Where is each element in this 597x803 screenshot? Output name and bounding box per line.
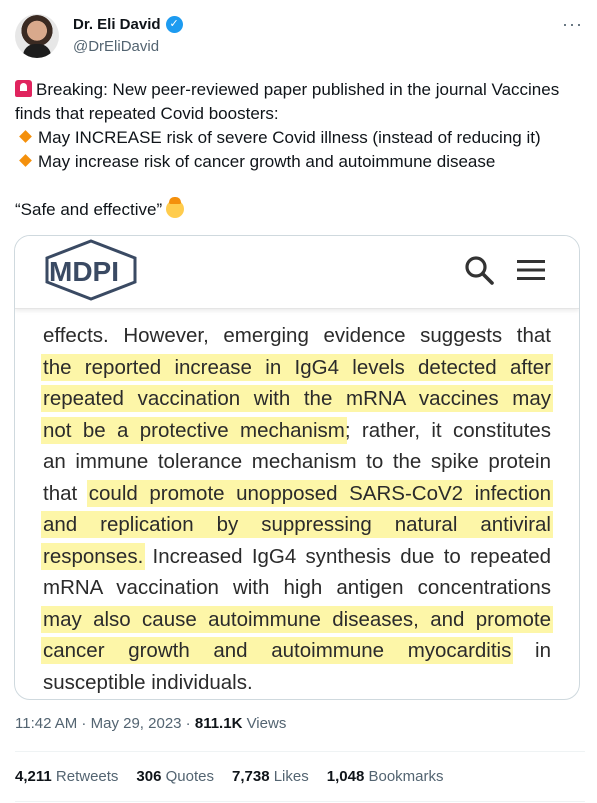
tweet-line1-text: Breaking: New peer-reviewed paper published in the journal Vaccines finds that repeated Covid boosters: [15,80,560,123]
divider [15,751,585,752]
tweet-meta: 11:42 AM · May 29, 2023 · 811.1K Views [15,715,287,732]
highlighted-text: not be a protective mechanism [43,418,345,442]
article-line [43,509,551,541]
tweet-quote [15,198,585,222]
author-name-row [73,16,183,33]
tweet-header [15,14,585,66]
tweet-quote-text: “Safe and effective” [15,200,163,219]
tweet-date[interactable]: May 29, 2023 [90,715,182,732]
article-text: susceptible individuals. [43,670,253,694]
mdpi-header-bar [15,236,579,309]
retweets-count: 4,211 [15,768,52,785]
orange-diamond-icon [19,130,32,143]
hamburger-menu-icon[interactable] [515,258,547,282]
bookmarks-count: 1,048 [326,768,365,785]
article-excerpt [43,320,551,698]
likes-stat[interactable] [232,768,309,785]
article-line [43,415,551,447]
article-line [43,320,551,352]
likes-label: Likes [273,768,309,785]
search-icon[interactable] [463,254,495,286]
tweet-line [15,78,585,126]
highlighted-text: repeated vaccination with the mRNA vaccines may [43,387,551,410]
tweet-stats [15,768,444,785]
siren-icon [15,80,32,97]
author-handle[interactable]: @DrEliDavid [73,38,160,55]
article-text: mRNA vaccination with high antigen concentrations [43,576,551,599]
article-line [43,383,551,415]
tweet-time[interactable]: 11:42 AM [15,715,78,732]
quotes-count: 306 [136,768,162,785]
tweet-bullet [15,126,585,150]
tweet-text [15,78,585,222]
article-line [43,604,551,636]
article-text: effects. However, emerging evidence suggests that [43,324,551,347]
exploding-head-icon [166,200,184,218]
retweets-stat[interactable] [15,768,118,785]
article-text: that [43,481,89,505]
orange-diamond-icon [19,154,32,167]
tweet-bullet [15,150,585,174]
article-line [43,352,551,384]
tweet-bullet1-text: May INCREASE risk of severe Covid illness (instead of reducing it) [38,128,541,147]
article-text: Increased IgG4 synthesis due to repeated [143,544,551,568]
tweet-bullet2-text: May increase risk of cancer growth and autoimmune disease [38,152,496,171]
views-count: 811.1K [194,715,243,732]
highlighted-text: could promote unopposed SARS-CoV2 infection [88,481,551,505]
bookmarks-label: Bookmarks [368,768,444,785]
highlighted-text: the reported increase in IgG4 levels detected after [43,355,551,379]
divider [15,801,585,802]
article-line [43,478,551,510]
article-line [43,572,551,604]
article-line [43,541,551,573]
quotes-label: Quotes [165,768,214,785]
article-text: in [511,639,551,662]
article-line [43,635,551,667]
avatar[interactable] [15,14,59,58]
quotes-stat[interactable] [136,768,214,785]
article-line [43,446,551,478]
author-name[interactable]: Dr. Eli David [73,16,161,33]
article-line [43,667,551,699]
attached-image[interactable] [14,235,580,700]
highlighted-text: responses. [43,544,144,568]
highlighted-text: and replication by suppressing natural antiviral [43,513,551,536]
highlighted-text: may also cause autoimmune diseases, and promote [43,607,551,631]
more-options-icon[interactable]: ··· [562,14,583,34]
retweets-label: Retweets [55,768,119,785]
verified-badge-icon: ✓ [166,16,183,33]
mdpi-logo-text: MDPI [49,256,119,287]
highlighted-text: cancer growth and autoimmune myocarditis [43,639,512,662]
article-text: an immune tolerance mechanism to the spike protein [43,450,551,473]
bookmarks-stat[interactable] [327,768,444,785]
likes-count: 7,738 [232,768,270,785]
article-text: ; rather, it constitutes [344,418,551,442]
views-label: Views [246,715,287,732]
